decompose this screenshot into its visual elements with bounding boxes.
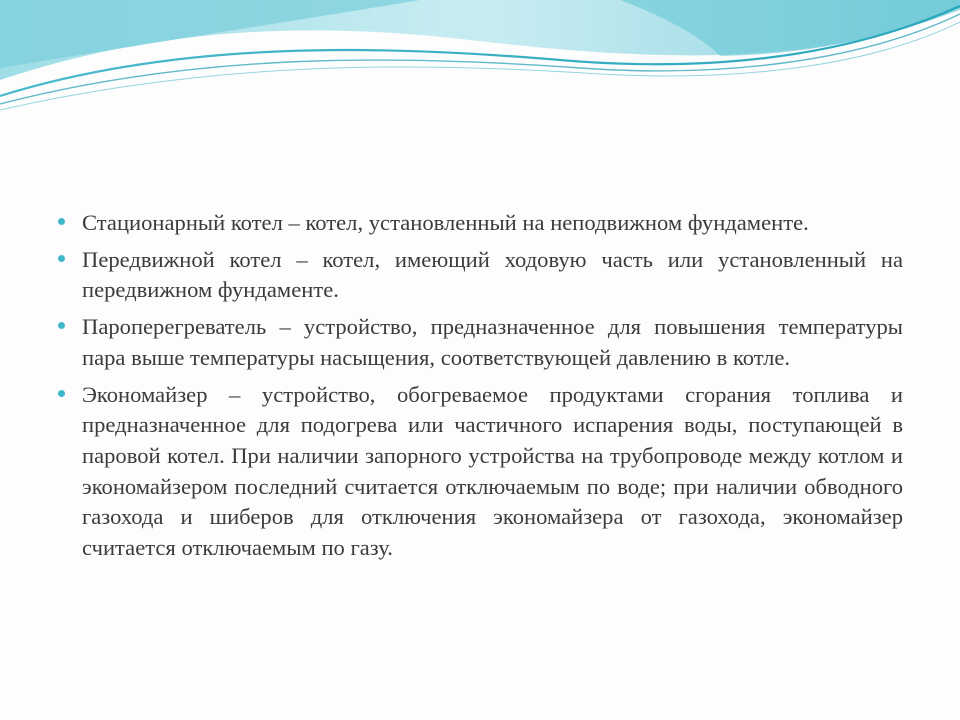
item-text: Пароперегреватель – устройство, предназначенное для повышения температуры пара выше температуры насыщения, соответствующей давлению в котле. <box>82 314 903 370</box>
bullet-icon <box>58 218 65 225</box>
item-text: Стационарный котел – котел, установленный на неподвижном фундаменте. <box>82 210 809 235</box>
list-item <box>58 208 903 239</box>
bullet-icon <box>58 390 65 397</box>
list-item <box>58 312 903 373</box>
bullet-icon <box>58 322 65 329</box>
bullet-icon <box>58 255 65 262</box>
item-text: Передвижной котел – котел, имеющий ходовую часть или установленный на передвижном фундаменте. <box>82 246 903 303</box>
header-wave-decoration <box>0 0 960 120</box>
list-item <box>58 245 903 306</box>
list-item <box>58 380 903 564</box>
item-text: Экономайзер – устройство, обогреваемое продуктами сгорания топлива и предназначенное для подогрева или частичного испарения воды, поступающей в паровой котел. При наличии запорного устройства на трубопроводе между котлом и экономайзером последний считается отключаемым по воде; при наличии обводного газохода и шиберов для отключения экономайзера от газохода, экономайзер считается отключаемым по газу. <box>82 381 903 561</box>
definitions-list <box>58 208 903 570</box>
